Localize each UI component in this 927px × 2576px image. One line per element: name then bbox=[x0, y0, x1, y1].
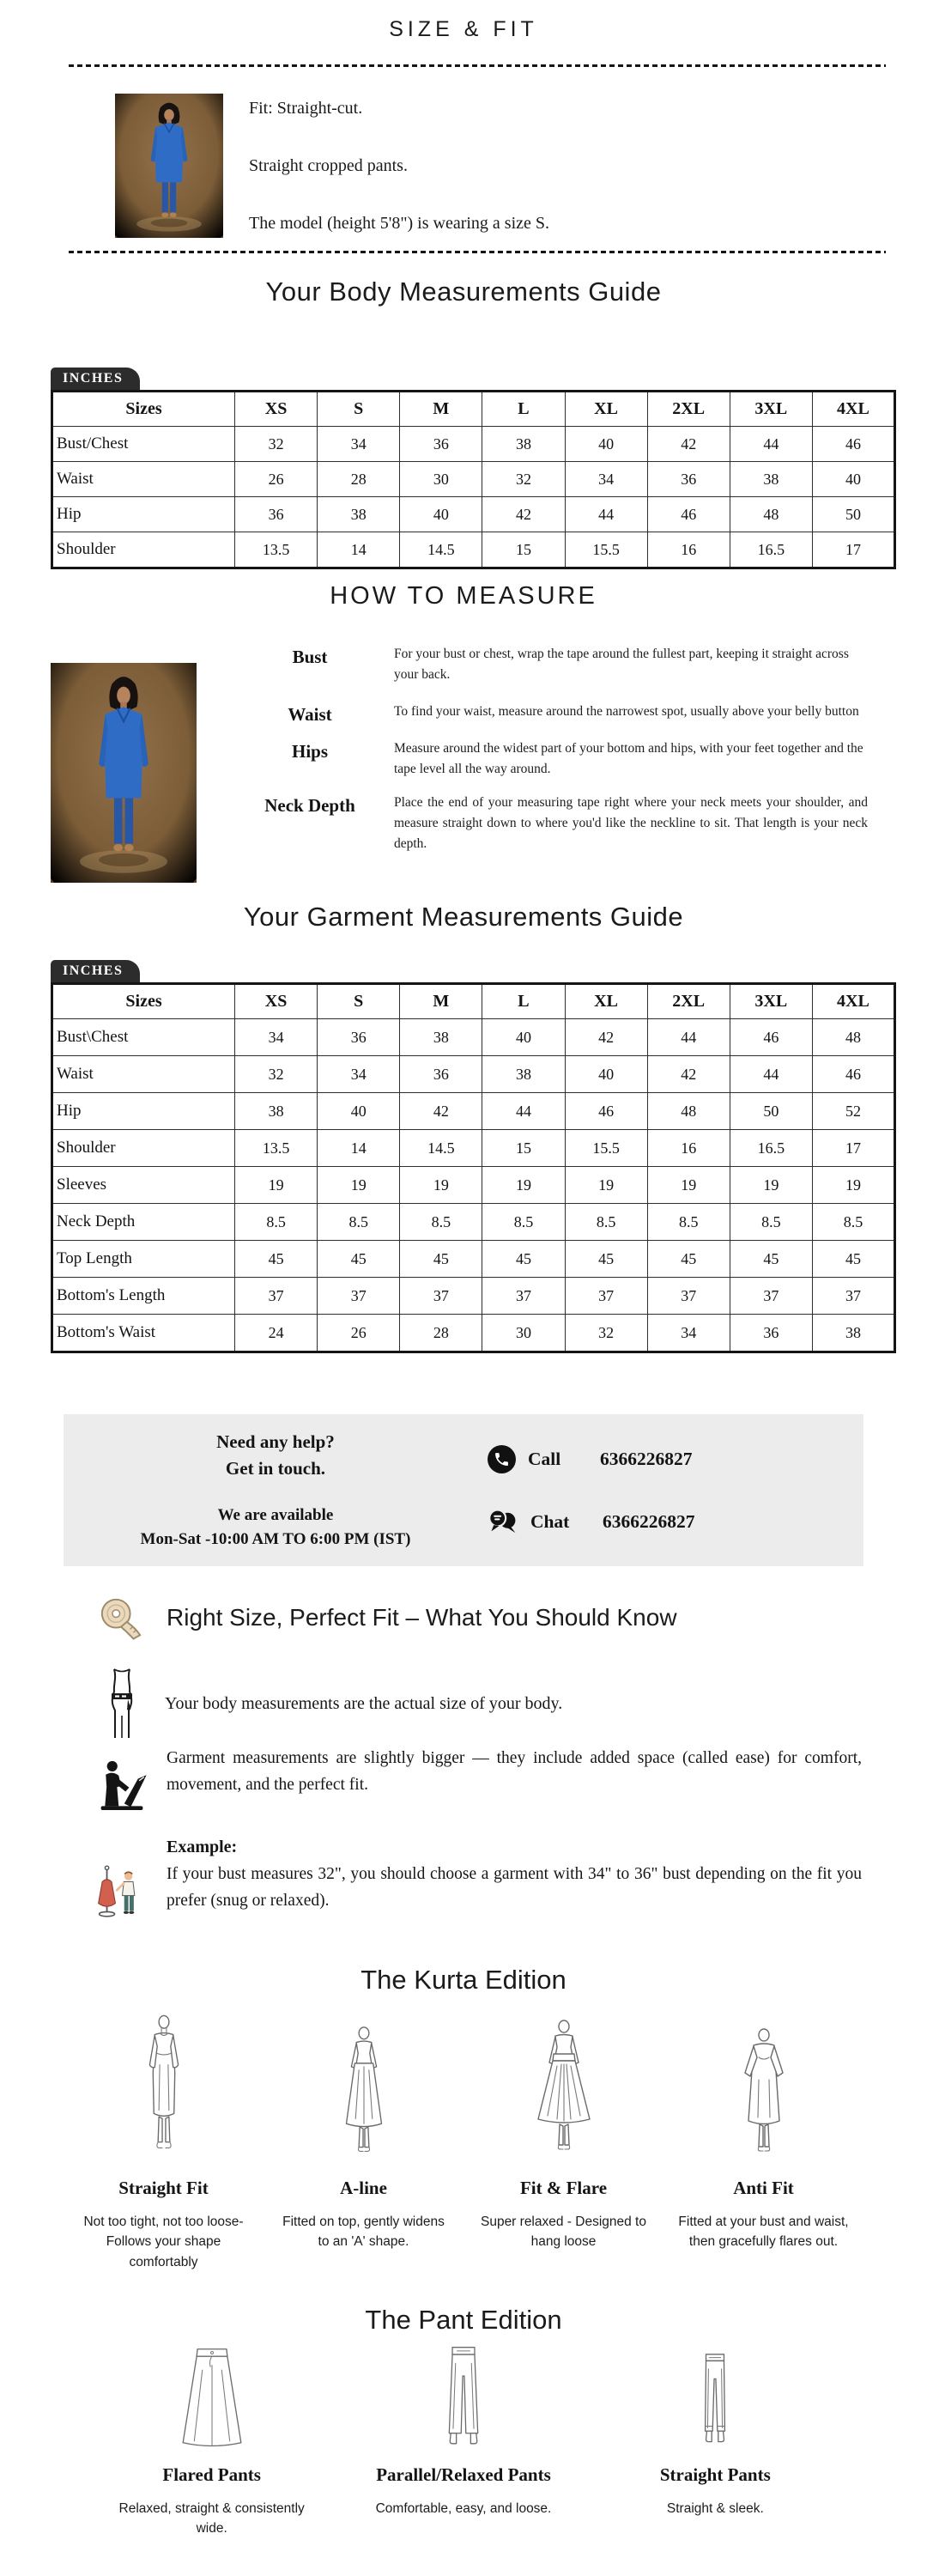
measurement-value: 42 bbox=[482, 497, 565, 532]
garment-measurements-table-block bbox=[51, 960, 896, 1353]
measurement-value: 14 bbox=[318, 1130, 400, 1167]
measurement-value: 37 bbox=[400, 1278, 482, 1315]
pant-edition-title: The Pant Edition bbox=[365, 2305, 562, 2335]
call-label: Call bbox=[527, 1448, 561, 1469]
measurement-value: 46 bbox=[812, 427, 894, 462]
measure-description: For your bust or chest, wrap the tape around the fullest part, keeping it straight across your back. bbox=[394, 647, 849, 683]
measurement-value: 17 bbox=[812, 532, 894, 568]
row-label: Shoulder bbox=[52, 1130, 235, 1167]
measurement-value: 45 bbox=[565, 1241, 647, 1278]
fit-summary-text bbox=[249, 94, 549, 271]
measurement-value: 34 bbox=[565, 462, 647, 497]
anti-fit-illustration bbox=[674, 2011, 853, 2166]
body-measurements-table-block bbox=[51, 368, 896, 569]
size-column-header: L bbox=[482, 392, 565, 427]
measurement-value: 8.5 bbox=[730, 1204, 812, 1241]
measurement-value: 8.5 bbox=[318, 1204, 400, 1241]
measurement-value: 46 bbox=[812, 1056, 894, 1093]
measurement-value: 36 bbox=[730, 1315, 812, 1352]
table-row bbox=[52, 1278, 895, 1315]
measurement-value: 32 bbox=[565, 1315, 647, 1352]
measurement-value: 36 bbox=[318, 1019, 400, 1056]
measurement-value: 8.5 bbox=[647, 1204, 730, 1241]
table-row bbox=[52, 497, 895, 532]
measurement-value: 36 bbox=[235, 497, 318, 532]
measurement-value: 34 bbox=[235, 1019, 318, 1056]
size-column-header: 4XL bbox=[812, 984, 894, 1019]
help-heading-line: Need any help? bbox=[216, 1431, 335, 1452]
parallel-pants-illustration bbox=[354, 2344, 572, 2452]
style-description: Super relaxed - Designed to hang loose bbox=[480, 2215, 646, 2250]
help-availability-line: We are available bbox=[217, 1505, 334, 1524]
row-label: Bottom's Length bbox=[52, 1278, 235, 1315]
chat-row[interactable] bbox=[488, 1508, 863, 1536]
measurement-value: 24 bbox=[235, 1315, 318, 1352]
table-row bbox=[52, 427, 895, 462]
measurement-value: 30 bbox=[400, 462, 482, 497]
row-label: Neck Depth bbox=[52, 1204, 235, 1241]
measurement-value: 15.5 bbox=[565, 1130, 647, 1167]
a-line-illustration bbox=[274, 2011, 453, 2166]
garment-guide-title: Your Garment Measurements Guide bbox=[243, 902, 684, 932]
measurement-value: 44 bbox=[482, 1093, 565, 1130]
help-contact-box bbox=[64, 1414, 863, 1566]
measure-item-hips bbox=[234, 738, 868, 793]
table-row bbox=[52, 1056, 895, 1093]
size-column-header: M bbox=[400, 984, 482, 1019]
measurement-value: 45 bbox=[647, 1241, 730, 1278]
kurta-styles-grid bbox=[74, 2011, 853, 2272]
kurta-style-fit-flare bbox=[474, 2011, 653, 2272]
row-label: Top Length bbox=[52, 1241, 235, 1278]
flared-pants-illustration bbox=[103, 2344, 320, 2452]
measurement-value: 16.5 bbox=[730, 1130, 812, 1167]
measure-term: Bust bbox=[292, 647, 328, 667]
row-label: Waist bbox=[52, 1056, 235, 1093]
body-measurement-text: Your body measurements are the actual size of your body. bbox=[165, 1693, 563, 1713]
measurement-value: 38 bbox=[730, 462, 812, 497]
size-column-header: XL bbox=[565, 392, 647, 427]
measurement-value: 38 bbox=[318, 497, 400, 532]
body-measure-icon bbox=[103, 1668, 141, 1740]
style-name: Anti Fit bbox=[733, 2178, 794, 2198]
measurement-value: 14 bbox=[318, 532, 400, 568]
inches-badge: INCHES bbox=[51, 368, 140, 390]
measure-item-neck-depth bbox=[234, 793, 868, 854]
measurement-value: 30 bbox=[482, 1315, 565, 1352]
measurement-value: 37 bbox=[482, 1278, 565, 1315]
size-column-header: 3XL bbox=[730, 984, 812, 1019]
measurement-value: 45 bbox=[400, 1241, 482, 1278]
measurement-value: 26 bbox=[318, 1315, 400, 1352]
measurement-value: 28 bbox=[400, 1315, 482, 1352]
fit-line: The model (height 5'8") is wearing a size S. bbox=[249, 214, 550, 233]
table-row bbox=[52, 1167, 895, 1204]
help-heading-line: Get in touch. bbox=[225, 1458, 326, 1479]
measurement-value: 38 bbox=[812, 1315, 894, 1352]
measurement-value: 37 bbox=[235, 1278, 318, 1315]
size-column-header: 4XL bbox=[812, 392, 894, 427]
measurement-value: 40 bbox=[565, 427, 647, 462]
fit-line: Fit: Straight-cut. bbox=[249, 99, 363, 118]
measurement-value: 37 bbox=[318, 1278, 400, 1315]
size-column-header: XL bbox=[565, 984, 647, 1019]
model-photo bbox=[115, 94, 223, 238]
style-description: Relaxed, straight & consistently wide. bbox=[118, 2501, 305, 2537]
measurement-value: 26 bbox=[235, 462, 318, 497]
size-column-header: M bbox=[400, 392, 482, 427]
model-photo bbox=[51, 663, 197, 883]
measurement-value: 37 bbox=[812, 1278, 894, 1315]
help-text bbox=[64, 1429, 488, 1552]
measurement-value: 44 bbox=[730, 1056, 812, 1093]
kurta-edition-title: The Kurta Edition bbox=[360, 1965, 566, 1995]
table-header-row bbox=[52, 984, 895, 1019]
measurement-value: 16 bbox=[647, 1130, 730, 1167]
measurement-value: 19 bbox=[812, 1167, 894, 1204]
measurement-value: 19 bbox=[647, 1167, 730, 1204]
style-description: Straight & sleek. bbox=[666, 2501, 764, 2516]
measurement-value: 38 bbox=[482, 427, 565, 462]
measurement-value: 50 bbox=[812, 497, 894, 532]
measurement-value: 45 bbox=[482, 1241, 565, 1278]
measurement-value: 37 bbox=[730, 1278, 812, 1315]
call-row[interactable] bbox=[488, 1445, 863, 1473]
garment-measurement-point bbox=[96, 1745, 862, 1824]
style-description: Fitted at your bust and waist, then gracefully flares out. bbox=[678, 2215, 849, 2250]
help-availability-line: Mon-Sat -10:00 AM TO 6:00 PM (IST) bbox=[140, 1530, 411, 1548]
size-column-header: S bbox=[318, 392, 400, 427]
contact-options bbox=[488, 1445, 863, 1536]
measurement-value: 16 bbox=[647, 532, 730, 568]
how-to-measure-section bbox=[51, 644, 868, 883]
style-description: Not too tight, not too loose-Follows your shape comfortably bbox=[83, 2215, 244, 2269]
kurta-style-straight-fit bbox=[74, 2011, 253, 2272]
measurement-value: 34 bbox=[318, 1056, 400, 1093]
measurement-value: 45 bbox=[318, 1241, 400, 1278]
measurement-value: 8.5 bbox=[812, 1204, 894, 1241]
style-name: Straight Fit bbox=[118, 2178, 209, 2198]
measurement-value: 32 bbox=[235, 427, 318, 462]
table-row bbox=[52, 1204, 895, 1241]
measurement-value: 15 bbox=[482, 532, 565, 568]
measurement-value: 13.5 bbox=[235, 532, 318, 568]
measurement-value: 45 bbox=[812, 1241, 894, 1278]
straight-pants-illustration bbox=[607, 2344, 824, 2452]
pant-style-straight bbox=[607, 2344, 824, 2539]
measurements-table bbox=[51, 982, 896, 1353]
measurement-value: 42 bbox=[647, 1056, 730, 1093]
measurement-value: 8.5 bbox=[235, 1204, 318, 1241]
body-measurement-point bbox=[103, 1668, 562, 1740]
dashed-divider bbox=[69, 64, 886, 67]
row-label: Waist bbox=[52, 462, 235, 497]
measurement-value: 19 bbox=[318, 1167, 400, 1204]
straight-fit-illustration bbox=[74, 2011, 253, 2166]
size-column-header: 3XL bbox=[730, 392, 812, 427]
chat-number: 6366226827 bbox=[602, 1510, 695, 1532]
measurement-value: 14.5 bbox=[400, 1130, 482, 1167]
page-title: SIZE & FIT bbox=[389, 17, 538, 41]
style-name: Fit & Flare bbox=[519, 2178, 608, 2198]
table-row bbox=[52, 1315, 895, 1352]
pant-styles-grid bbox=[103, 2344, 824, 2539]
measurement-value: 19 bbox=[565, 1167, 647, 1204]
row-label: Bottom's Waist bbox=[52, 1315, 235, 1352]
pant-style-parallel bbox=[354, 2344, 572, 2539]
measurement-value: 42 bbox=[565, 1019, 647, 1056]
measurement-value: 45 bbox=[730, 1241, 812, 1278]
measurement-value: 36 bbox=[400, 1056, 482, 1093]
size-column-header: 2XL bbox=[647, 984, 730, 1019]
fit-line: Straight cropped pants. bbox=[249, 156, 408, 175]
measurement-value: 34 bbox=[318, 427, 400, 462]
garment-measurement-text: Garment measurements are slightly bigger — they include added space (called ease) for comfort, movement, and the perfect fit. bbox=[167, 1749, 862, 1795]
measurement-value: 52 bbox=[812, 1093, 894, 1130]
measurement-value: 19 bbox=[482, 1167, 565, 1204]
sizes-column-header: Sizes bbox=[52, 984, 235, 1019]
example-label: Example: bbox=[167, 1838, 238, 1856]
right-size-heading bbox=[96, 1595, 677, 1640]
measure-description: Place the end of your measuring tape right where your neck meets your shoulder, and measure straight down to where you'd like the neckline to sit. That length is your neck depth. bbox=[394, 795, 868, 852]
size-column-header: L bbox=[482, 984, 565, 1019]
style-name: Parallel/Relaxed Pants bbox=[376, 2464, 551, 2485]
fit-and-flare-illustration bbox=[474, 2011, 653, 2166]
sizes-column-header: Sizes bbox=[52, 392, 235, 427]
how-to-measure-title: HOW TO MEASURE bbox=[330, 582, 597, 610]
fit-summary-section bbox=[115, 94, 549, 271]
measurement-value: 19 bbox=[730, 1167, 812, 1204]
style-name: Flared Pants bbox=[162, 2464, 261, 2485]
measure-description: Measure around the widest part of your bottom and hips, with your feet together and the tape level all the way around. bbox=[394, 741, 863, 777]
table-row bbox=[52, 462, 895, 497]
style-name: Straight Pants bbox=[659, 2464, 771, 2485]
measurement-value: 38 bbox=[482, 1056, 565, 1093]
table-row bbox=[52, 1130, 895, 1167]
tailor-icon bbox=[96, 1745, 148, 1824]
row-label: Shoulder bbox=[52, 532, 235, 568]
call-number: 6366226827 bbox=[599, 1448, 693, 1469]
style-description: Comfortable, easy, and loose. bbox=[375, 2501, 552, 2516]
measurement-value: 46 bbox=[647, 497, 730, 532]
style-description: Fitted on top, gently widens to an 'A' shape. bbox=[282, 2215, 445, 2250]
measurement-value: 14.5 bbox=[400, 532, 482, 568]
pant-style-flared bbox=[103, 2344, 320, 2539]
measurement-value: 46 bbox=[730, 1019, 812, 1056]
inches-badge: INCHES bbox=[51, 960, 140, 982]
measure-item-waist bbox=[234, 702, 868, 738]
measure-term: Neck Depth bbox=[264, 795, 355, 817]
measurement-value: 8.5 bbox=[565, 1204, 647, 1241]
phone-icon bbox=[488, 1445, 516, 1473]
measurement-value: 45 bbox=[235, 1241, 318, 1278]
size-column-header: S bbox=[318, 984, 400, 1019]
kurta-style-anti-fit bbox=[674, 2011, 853, 2272]
measurement-value: 37 bbox=[565, 1278, 647, 1315]
how-to-measure-list bbox=[234, 644, 868, 883]
measurement-value: 40 bbox=[812, 462, 894, 497]
row-label: Hip bbox=[52, 1093, 235, 1130]
measure-item-bust bbox=[234, 644, 868, 702]
kurta-style-a-line bbox=[274, 2011, 453, 2272]
measurement-value: 42 bbox=[647, 427, 730, 462]
measurement-value: 36 bbox=[647, 462, 730, 497]
chat-label: Chat bbox=[530, 1510, 570, 1532]
fitting-example-icon bbox=[96, 1861, 141, 1924]
chat-icon bbox=[488, 1508, 518, 1536]
measure-description: To find your waist, measure around the narrowest spot, usually above your belly button bbox=[394, 704, 859, 720]
measurement-value: 16.5 bbox=[730, 532, 812, 568]
dashed-divider bbox=[69, 251, 886, 253]
measurement-value: 40 bbox=[565, 1056, 647, 1093]
row-label: Bust\Chest bbox=[52, 1019, 235, 1056]
table-row bbox=[52, 1019, 895, 1056]
table-header-row bbox=[52, 392, 895, 427]
body-guide-title: Your Body Measurements Guide bbox=[265, 276, 662, 307]
measurement-value: 42 bbox=[400, 1093, 482, 1130]
table-row bbox=[52, 532, 895, 568]
measurement-value: 13.5 bbox=[235, 1130, 318, 1167]
row-label: Bust/Chest bbox=[52, 427, 235, 462]
measurement-value: 19 bbox=[235, 1167, 318, 1204]
measurement-value: 44 bbox=[647, 1019, 730, 1056]
measure-term: Waist bbox=[288, 704, 332, 726]
measurement-value: 48 bbox=[812, 1019, 894, 1056]
measurement-value: 37 bbox=[647, 1278, 730, 1315]
measurement-value: 44 bbox=[730, 427, 812, 462]
size-column-header: 2XL bbox=[647, 392, 730, 427]
measurement-value: 50 bbox=[730, 1093, 812, 1130]
measurement-value: 32 bbox=[235, 1056, 318, 1093]
table-row bbox=[52, 1093, 895, 1130]
measurement-value: 38 bbox=[235, 1093, 318, 1130]
measurement-value: 40 bbox=[400, 497, 482, 532]
measurement-value: 44 bbox=[565, 497, 647, 532]
measure-term: Hips bbox=[291, 741, 329, 762]
row-label: Sleeves bbox=[52, 1167, 235, 1204]
table-row bbox=[52, 1241, 895, 1278]
measurement-value: 40 bbox=[482, 1019, 565, 1056]
example-text: If your bust measures 32", you should choose a garment with 34" to 36" bust depending on the fit you prefer (snug or relaxed). bbox=[167, 1865, 862, 1911]
measurement-value: 48 bbox=[647, 1093, 730, 1130]
measurement-value: 8.5 bbox=[400, 1204, 482, 1241]
measurement-value: 34 bbox=[647, 1315, 730, 1352]
measurement-value: 19 bbox=[400, 1167, 482, 1204]
measurement-value: 15.5 bbox=[565, 532, 647, 568]
measurement-value: 32 bbox=[482, 462, 565, 497]
measurements-table bbox=[51, 390, 896, 569]
size-column-header: XS bbox=[235, 392, 318, 427]
measuring-tape-icon bbox=[96, 1595, 146, 1640]
measurement-value: 38 bbox=[400, 1019, 482, 1056]
measurement-value: 8.5 bbox=[482, 1204, 565, 1241]
measurement-value: 36 bbox=[400, 427, 482, 462]
example-block bbox=[96, 1838, 862, 1929]
measurement-value: 15 bbox=[482, 1130, 565, 1167]
style-name: A-line bbox=[340, 2178, 387, 2198]
measurement-value: 46 bbox=[565, 1093, 647, 1130]
measurement-value: 48 bbox=[730, 497, 812, 532]
size-column-header: XS bbox=[235, 984, 318, 1019]
measurement-value: 17 bbox=[812, 1130, 894, 1167]
measurement-value: 28 bbox=[318, 462, 400, 497]
row-label: Hip bbox=[52, 497, 235, 532]
right-size-title: Right Size, Perfect Fit – What You Should Know bbox=[167, 1604, 677, 1631]
measurement-value: 40 bbox=[318, 1093, 400, 1130]
